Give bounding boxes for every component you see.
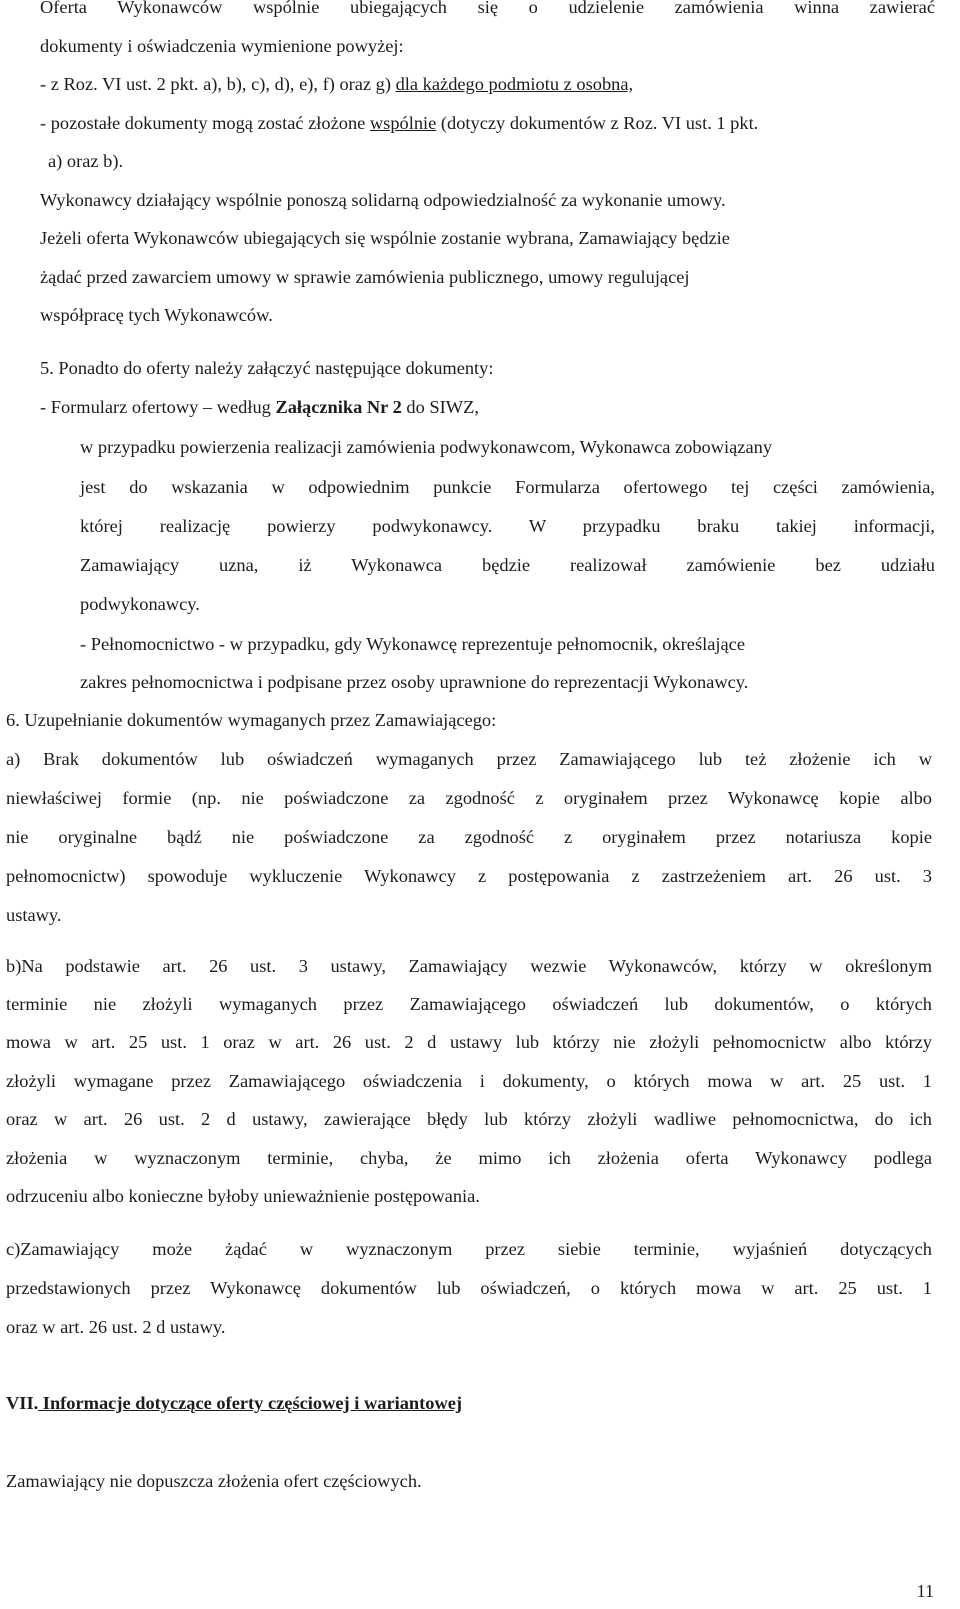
text: przedstawionych przez Wykonawcę dokumentów lub oświadczeń, o których mowa w art. 25 ust. 1 (6, 1278, 932, 1298)
text: nie oryginalne bądź nie poświadczone za zgodność z oryginałem przez notariusza kopie (6, 827, 932, 847)
text: dokumenty i oświadczenia wymienione powyżej: (40, 36, 404, 56)
paragraph-line (40, 112, 758, 134)
text: (dotyczy dokumentów z Roz. VI ust. 1 pkt. (436, 113, 759, 133)
text: - Formularz ofertowy – według (40, 397, 276, 417)
text: ustawy. (6, 905, 62, 925)
paragraph-line (40, 304, 273, 326)
text: pełnomocnictw) spowoduje wykluczenie Wykonawcy z postępowania z zastrzeżeniem art. 26 ust. 3 (6, 866, 932, 886)
paragraph-line (6, 787, 932, 809)
paragraph-line (6, 1316, 225, 1338)
text: Wykonawcy działający wspólnie ponoszą solidarną odpowiedzialność za wykonanie umowy. (40, 190, 726, 210)
text: Jeżeli oferta Wykonawców ubiegających się wspólnie zostanie wybrana, Zamawiający będzie (40, 228, 730, 248)
text: w przypadku powierzenia realizacji zamówienia podwykonawcom, Wykonawca zobowiązany (80, 437, 773, 457)
paragraph-line (6, 904, 62, 926)
text: mowa w art. 25 ust. 1 oraz w art. 26 ust. 2 d ustawy lub którzy nie złożyli pełnomocnictw albo którzy (6, 1032, 932, 1052)
paragraph-line (6, 1470, 422, 1492)
paragraph-line (6, 955, 932, 977)
text: do SIWZ, (401, 397, 479, 417)
paragraph-line (6, 1070, 932, 1092)
paragraph-line (80, 476, 935, 498)
text: Zamawiający nie dopuszcza złożenia ofert częściowych. (6, 1471, 422, 1491)
paragraph-line (80, 633, 745, 655)
text: a) oraz b). (48, 151, 124, 171)
paragraph-line (6, 993, 932, 1015)
paragraph-line (40, 266, 690, 288)
paragraph-line (80, 671, 748, 693)
text: - pozostałe dokumenty mogą zostać złożone (40, 113, 370, 133)
text: Zamawiający uzna, iż Wykonawca będzie realizował zamówienie bez udziału (80, 555, 935, 575)
paragraph-line (48, 150, 123, 172)
text: 5. Ponadto do oferty należy załączyć następujące dokumenty: (40, 358, 494, 378)
text: współpracę tych Wykonawców. (40, 305, 273, 325)
text: - Pełnomocnictwo - w przypadku, gdy Wykonawcę reprezentuje pełnomocnik, określające (80, 634, 745, 654)
bold-text: Załącznika Nr 2 (275, 397, 402, 417)
paragraph-line (40, 0, 935, 18)
text: b)Na podstawie art. 26 ust. 3 ustawy, Zamawiający wezwie Wykonawców, którzy w określonym (6, 956, 932, 976)
page-number: 11 (916, 1581, 934, 1601)
paragraph-line (6, 1277, 932, 1299)
paragraph-line (80, 554, 935, 576)
text: podwykonawcy. (80, 594, 200, 614)
section-7-heading (6, 1392, 462, 1414)
text: jest do wskazania w odpowiednim punkcie Formularza ofertowego tej części zamówienia, (80, 477, 935, 497)
paragraph-line (80, 436, 772, 458)
paragraph-line (6, 1108, 932, 1130)
text: złożyli wymagane przez Zamawiającego oświadczenia i dokumenty, o których mowa w art. 25 ust. 1 (6, 1071, 932, 1091)
text: której realizację powierzy podwykonawcy. W przypadku braku takiej informacji, (80, 516, 935, 536)
text: niewłaściwej formie (np. nie poświadczone za zgodność z oryginałem przez Wykonawcę kopie albo (6, 788, 932, 808)
paragraph-line (6, 748, 932, 770)
heading-text: Informacje dotyczące oferty częściowej i wariantowej (38, 1393, 463, 1413)
text: c)Zamawiający może żądać w wyznaczonym przez siebie terminie, wyjaśnień dotyczących (6, 1239, 932, 1259)
underlined-text: dla każdego podmiotu z osobna, (395, 74, 634, 94)
paragraph-line (40, 35, 404, 57)
text: a) Brak dokumentów lub oświadczeń wymaganych przez Zamawiającego lub też złożenie ich w (6, 749, 932, 769)
paragraph-line (6, 1185, 480, 1207)
text: oraz w art. 26 ust. 2 d ustawy, zawierające błędy lub którzy złożyli wadliwe pełnomocnictwa, do ich (6, 1109, 932, 1129)
text: odrzuceniu albo konieczne byłoby unieważnienie postępowania. (6, 1186, 480, 1206)
paragraph-line (6, 1031, 932, 1053)
paragraph-line (40, 73, 633, 95)
paragraph-line (6, 826, 932, 848)
underlined-text: wspólnie (369, 113, 437, 133)
paragraph-line (40, 396, 479, 418)
heading-number: VII. (6, 1393, 39, 1413)
paragraph-line (40, 189, 726, 211)
text: zakres pełnomocnictwa i podpisane przez osoby uprawnione do reprezentacji Wykonawcy. (80, 672, 749, 692)
text: złożenia w wyznaczonym terminie, chyba, że mimo ich złożenia oferta Wykonawcy podlega (6, 1148, 932, 1168)
text: oraz w art. 26 ust. 2 d ustawy. (6, 1317, 226, 1337)
text: Oferta Wykonawców wspólnie ubiegających się o udzielenie zamówienia winna zawierać (40, 0, 935, 17)
paragraph-line (80, 515, 935, 537)
section-6-heading (6, 709, 496, 731)
paragraph-line (6, 865, 932, 887)
text: żądać przed zawarciem umowy w sprawie zamówienia publicznego, umowy regulującej (40, 267, 690, 287)
paragraph-line (80, 593, 200, 615)
paragraph-line (40, 227, 730, 249)
text: - z Roz. VI ust. 2 pkt. a), b), c), d), e), f) oraz g) (40, 74, 396, 94)
section-5-heading (40, 357, 493, 379)
paragraph-line (6, 1238, 932, 1260)
text: 6. Uzupełnianie dokumentów wymaganych przez Zamawiającego: (6, 710, 497, 730)
text: terminie nie złożyli wymaganych przez Zamawiającego oświadczeń lub dokumentów, o których (6, 994, 932, 1014)
paragraph-line (6, 1147, 932, 1169)
